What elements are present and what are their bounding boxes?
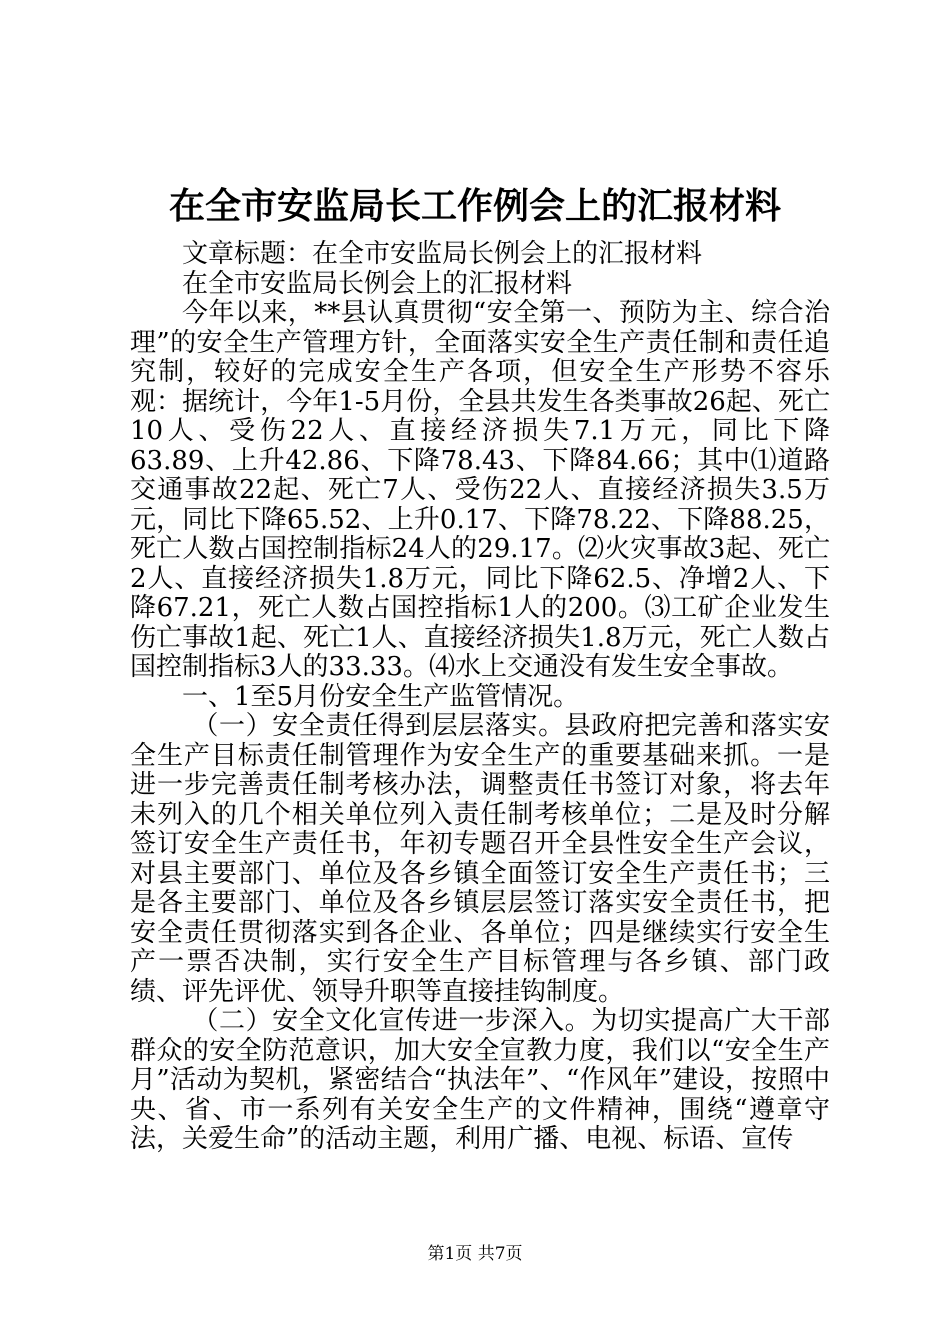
paragraph-subsection-1: （一）安全责任得到层层落实。县政府把完善和落实安全生产目标责任制管理作为安全生产的重要基础来抓。一是进一步完善责任制考核办法，调整责任书签订对象，将去年未列入的几个相关单位列入责任制考核单位；二是及时分解签订安全生产责任书，年初专题召开全县性安全生产会议，对县主要部门、单位及各乡镇全面签订安全生产责任书；三是各主要部门、单位及各乡镇层层签订落实安全责任书，把安全责任贯彻落实到各企业、各单位；四是继续实行安全生产一票否决制，实行安全生产目标管理与各乡镇、部门政绩、评先评优、领导升职等直接挂钩制度。	[130, 711, 830, 1007]
document-body	[130, 240, 830, 1155]
paragraph-overview: 今年以来，**县认真贯彻“安全第一、预防为主、综合治理”的安全生产管理方针，全面落实安全生产责任制和责任追究制，较好的完成安全生产各项，但安全生产形势不容乐观：据统计，今年1-5月份，全县共发生各类事故26起、死亡10人、受伤22人、直接经济损失7.1万元，同比下降63.89、上升42.86、下降78.43、下降84.66；其中⑴道路交通事故22起、死亡7人、受伤22人、直接经济损失3.5万元，同比下降65.52、上升0.17、下降78.22、下降88.25，死亡人数占国控制指标24人的29.17。⑵火灾事故3起、死亡2人、直接经济损失1.8万元，同比下降62.5、净增2人、下降67.21，死亡人数占国控指标1人的200。⑶工矿企业发生伤亡事故1起、死亡1人、直接经济损失1.8万元，死亡人数占国控制指标3人的33.33。⑷水上交通没有发生安全事故。	[130, 298, 830, 682]
document-title: 在全市安监局长工作例会上的汇报材料	[168, 185, 781, 227]
paragraph-subtitle: 在全市安监局长例会上的汇报材料	[182, 268, 573, 299]
section-heading-1: 一、1至5月份安全生产监管情况。	[182, 681, 580, 712]
page-footer: 第1页 共7页	[427, 1244, 523, 1264]
paragraph-subsection-2: （二）安全文化宣传进一步深入。为切实提高广大干部群众的安全防范意识，加大安全宣教力度，我们以“安全生产月”活动为契机，紧密结合“执法年”、“作风年”建设，按照中央、省、市一系列有关安全生产的文件精神，围绕“遵章守法，关爱生命”的活动主题，利用广播、电视、标语、宣传	[130, 1006, 830, 1154]
paragraph-article-title: 文章标题：在全市安监局长例会上的汇报材料	[182, 239, 703, 269]
